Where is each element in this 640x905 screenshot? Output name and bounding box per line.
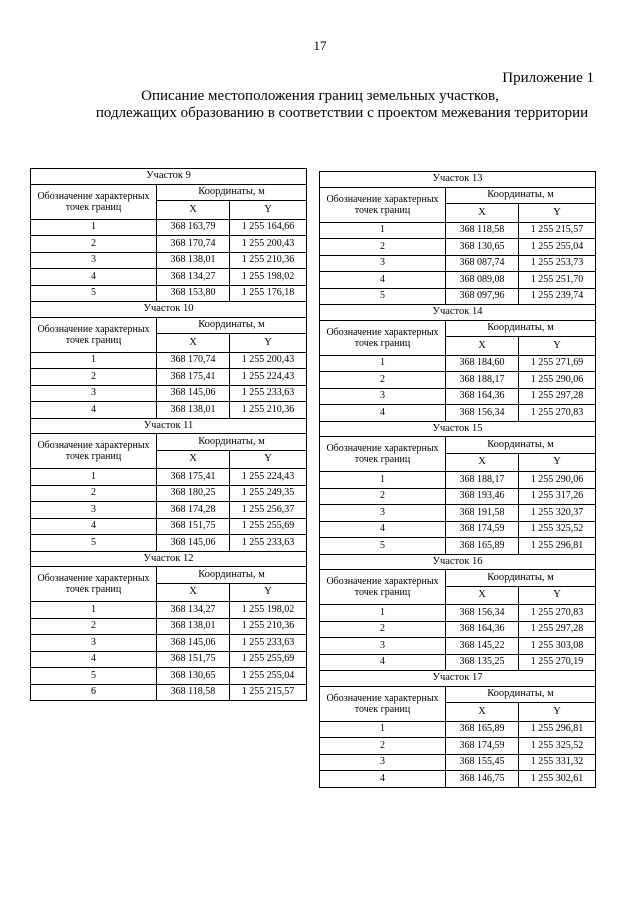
y-coordinate: 1 255 210,36 (230, 252, 307, 269)
point-number: 4 (31, 269, 157, 286)
point-number: 1 (31, 352, 157, 369)
y-header: Y (519, 586, 596, 605)
column-header-row (320, 187, 596, 204)
point-number: 4 (320, 272, 446, 289)
page-number: 17 (313, 38, 327, 53)
point-number: 6 (31, 684, 157, 701)
plots-table-left (30, 168, 307, 701)
point-number: 1 (31, 219, 157, 236)
coordinates-header: Координаты, м (446, 570, 596, 587)
x-coordinate: 368 156,34 (446, 605, 519, 622)
plot-title-row (320, 172, 596, 188)
y-coordinate: 1 255 251,70 (519, 272, 596, 289)
y-coordinate: 1 255 255,04 (230, 668, 307, 685)
point-number: 3 (320, 505, 446, 522)
table-row (320, 388, 596, 405)
point-number: 1 (320, 355, 446, 372)
x-coordinate: 368 174,59 (446, 738, 519, 755)
x-header: X (446, 337, 519, 356)
y-coordinate: 1 255 270,83 (519, 605, 596, 622)
x-coordinate: 368 174,28 (157, 502, 230, 519)
x-coordinate: 368 135,25 (446, 654, 519, 671)
point-number: 4 (320, 405, 446, 422)
table-row (320, 505, 596, 522)
x-coordinate: 368 175,41 (157, 469, 230, 486)
point-number: 1 (320, 721, 446, 738)
point-number: 4 (31, 651, 157, 668)
x-coordinate: 368 153,80 (157, 285, 230, 302)
x-coordinate: 368 151,75 (157, 651, 230, 668)
x-coordinate: 368 180,25 (157, 485, 230, 502)
coordinates-header: Координаты, м (157, 184, 307, 201)
x-coordinate: 368 130,65 (157, 668, 230, 685)
y-coordinate: 1 255 215,57 (230, 684, 307, 701)
point-designation-header: Обозначение характерных точек границ (320, 437, 446, 472)
table-row (320, 771, 596, 788)
point-number: 3 (31, 502, 157, 519)
point-number: 5 (320, 538, 446, 555)
coordinates-header: Координаты, м (446, 686, 596, 703)
document-title (0, 88, 640, 122)
table-row (31, 668, 307, 685)
table-row (320, 355, 596, 372)
table-row (320, 521, 596, 538)
coordinates-header: Координаты, м (157, 317, 307, 334)
x-coordinate: 368 134,27 (157, 269, 230, 286)
column-header-row (31, 317, 307, 334)
table-row (31, 219, 307, 236)
y-coordinate: 1 255 297,28 (519, 388, 596, 405)
x-coordinate: 368 145,06 (157, 535, 230, 552)
y-coordinate: 1 255 176,18 (230, 285, 307, 302)
plot-title: Участок 10 (31, 302, 307, 318)
point-number: 2 (31, 236, 157, 253)
y-coordinate: 1 255 233,63 (230, 535, 307, 552)
appendix-label: Приложение 1 (502, 70, 594, 86)
point-designation-header: Обозначение характерных точек границ (320, 570, 446, 605)
table-row (320, 738, 596, 755)
table-row (31, 502, 307, 519)
x-header: X (446, 586, 519, 605)
point-designation-header: Обозначение характерных точек границ (320, 320, 446, 355)
x-header: X (157, 450, 230, 469)
table-row (320, 638, 596, 655)
point-number: 5 (31, 668, 157, 685)
title-line-1: Описание местоположения границ земельных участков, (141, 88, 499, 104)
point-number: 3 (320, 754, 446, 771)
plot-title: Участок 15 (320, 421, 596, 437)
coordinates-header: Координаты, м (446, 320, 596, 337)
plot-title-row (31, 302, 307, 318)
point-number: 4 (31, 518, 157, 535)
y-coordinate: 1 255 164,66 (230, 219, 307, 236)
x-coordinate: 368 170,74 (157, 352, 230, 369)
table-row (31, 684, 307, 701)
x-coordinate: 368 118,58 (446, 222, 519, 239)
y-coordinate: 1 255 239,74 (519, 288, 596, 305)
table-row (31, 285, 307, 302)
table-row (31, 602, 307, 619)
table-row (31, 236, 307, 253)
column-header-row (31, 434, 307, 451)
y-coordinate: 1 255 210,36 (230, 618, 307, 635)
table-row (31, 618, 307, 635)
plot-title-row (320, 305, 596, 321)
title-line-2: подлежащих образованию в соответствии с проектом межевания территории (95, 105, 589, 121)
y-header: Y (230, 201, 307, 220)
x-coordinate: 368 145,06 (157, 635, 230, 652)
point-number: 5 (31, 285, 157, 302)
y-coordinate: 1 255 255,69 (230, 651, 307, 668)
y-header: Y (230, 334, 307, 353)
plot-title: Участок 9 (31, 169, 307, 185)
point-number: 3 (320, 388, 446, 405)
point-number: 2 (31, 369, 157, 386)
right-column (319, 171, 595, 788)
table-row (320, 621, 596, 638)
table-row (31, 269, 307, 286)
y-header: Y (519, 453, 596, 472)
column-header-row (320, 686, 596, 703)
x-coordinate: 368 165,89 (446, 721, 519, 738)
y-coordinate: 1 255 255,69 (230, 518, 307, 535)
point-number: 2 (320, 621, 446, 638)
x-coordinate: 368 138,01 (157, 252, 230, 269)
y-coordinate: 1 255 325,52 (519, 521, 596, 538)
coordinates-header: Координаты, м (446, 437, 596, 454)
x-header: X (157, 334, 230, 353)
y-coordinate: 1 255 331,32 (519, 754, 596, 771)
y-coordinate: 1 255 200,43 (230, 352, 307, 369)
y-header: Y (230, 450, 307, 469)
table-row (31, 535, 307, 552)
y-header: Y (519, 337, 596, 356)
y-coordinate: 1 255 198,02 (230, 602, 307, 619)
y-header: Y (519, 703, 596, 722)
point-number: 4 (31, 402, 157, 419)
table-row (31, 469, 307, 486)
plot-title: Участок 11 (31, 418, 307, 434)
table-row (320, 405, 596, 422)
table-row (31, 635, 307, 652)
y-coordinate: 1 255 320,37 (519, 505, 596, 522)
y-coordinate: 1 255 325,52 (519, 738, 596, 755)
x-coordinate: 368 174,59 (446, 521, 519, 538)
point-number: 1 (320, 605, 446, 622)
table-row (320, 754, 596, 771)
point-number: 2 (320, 488, 446, 505)
plot-title-row (31, 418, 307, 434)
point-number: 2 (31, 485, 157, 502)
x-coordinate: 368 145,06 (157, 385, 230, 402)
table-row (31, 402, 307, 419)
point-number: 3 (320, 638, 446, 655)
x-coordinate: 368 130,65 (446, 239, 519, 256)
table-row (31, 651, 307, 668)
column-header-row (320, 320, 596, 337)
x-header: X (157, 583, 230, 602)
table-row (31, 485, 307, 502)
y-coordinate: 1 255 270,83 (519, 405, 596, 422)
table-row (320, 654, 596, 671)
coordinates-header: Координаты, м (157, 567, 307, 584)
y-coordinate: 1 255 296,81 (519, 538, 596, 555)
x-header: X (446, 703, 519, 722)
x-header: X (446, 204, 519, 223)
table-row (320, 222, 596, 239)
point-number: 3 (31, 635, 157, 652)
point-designation-header: Обозначение характерных точек границ (31, 567, 157, 602)
x-coordinate: 368 156,34 (446, 405, 519, 422)
point-designation-header: Обозначение характерных точек границ (31, 317, 157, 352)
point-number: 2 (320, 738, 446, 755)
table-row (320, 605, 596, 622)
x-coordinate: 368 165,89 (446, 538, 519, 555)
table-row (320, 721, 596, 738)
y-coordinate: 1 255 210,36 (230, 402, 307, 419)
table-row (320, 255, 596, 272)
x-coordinate: 368 175,41 (157, 369, 230, 386)
point-number: 2 (31, 618, 157, 635)
table-row (320, 372, 596, 389)
column-header-row (31, 567, 307, 584)
y-coordinate: 1 255 302,61 (519, 771, 596, 788)
point-designation-header: Обозначение характерных точек границ (320, 187, 446, 222)
left-column (30, 168, 306, 701)
x-coordinate: 368 087,74 (446, 255, 519, 272)
point-number: 1 (31, 602, 157, 619)
point-designation-header: Обозначение характерных точек границ (31, 434, 157, 469)
table-row (31, 518, 307, 535)
y-coordinate: 1 255 290,06 (519, 372, 596, 389)
plots-table-right (319, 171, 596, 788)
table-row (31, 385, 307, 402)
x-coordinate: 368 145,22 (446, 638, 519, 655)
x-coordinate: 368 164,36 (446, 388, 519, 405)
x-coordinate: 368 151,75 (157, 518, 230, 535)
plot-title: Участок 13 (320, 172, 596, 188)
plot-title: Участок 17 (320, 671, 596, 687)
x-coordinate: 368 138,01 (157, 618, 230, 635)
y-coordinate: 1 255 297,28 (519, 621, 596, 638)
x-coordinate: 368 184,60 (446, 355, 519, 372)
point-number: 1 (31, 469, 157, 486)
y-coordinate: 1 255 200,43 (230, 236, 307, 253)
coordinates-header: Координаты, м (446, 187, 596, 204)
y-coordinate: 1 255 253,73 (519, 255, 596, 272)
x-coordinate: 368 134,27 (157, 602, 230, 619)
y-coordinate: 1 255 270,19 (519, 654, 596, 671)
table-row (320, 488, 596, 505)
column-header-row (320, 570, 596, 587)
point-number: 1 (320, 222, 446, 239)
x-coordinate: 368 097,96 (446, 288, 519, 305)
table-row (31, 352, 307, 369)
plot-title-row (31, 169, 307, 185)
x-coordinate: 368 188,17 (446, 472, 519, 489)
point-number: 2 (320, 239, 446, 256)
y-coordinate: 1 255 233,63 (230, 385, 307, 402)
y-coordinate: 1 255 215,57 (519, 222, 596, 239)
y-coordinate: 1 255 271,69 (519, 355, 596, 372)
point-number: 5 (31, 535, 157, 552)
x-coordinate: 368 089,08 (446, 272, 519, 289)
plot-title-row (31, 551, 307, 567)
point-designation-header: Обозначение характерных точек границ (31, 184, 157, 219)
table-row (31, 369, 307, 386)
y-coordinate: 1 255 290,06 (519, 472, 596, 489)
point-number: 3 (31, 385, 157, 402)
x-coordinate: 368 155,45 (446, 754, 519, 771)
point-number: 1 (320, 472, 446, 489)
y-coordinate: 1 255 317,26 (519, 488, 596, 505)
point-number: 3 (31, 252, 157, 269)
x-coordinate: 368 138,01 (157, 402, 230, 419)
column-header-row (31, 184, 307, 201)
table-row (320, 538, 596, 555)
y-header: Y (519, 204, 596, 223)
column-header-row (320, 437, 596, 454)
y-coordinate: 1 255 224,43 (230, 369, 307, 386)
x-coordinate: 368 163,79 (157, 219, 230, 236)
x-coordinate: 368 170,74 (157, 236, 230, 253)
x-header: X (446, 453, 519, 472)
point-number: 4 (320, 521, 446, 538)
plot-title: Участок 12 (31, 551, 307, 567)
point-number: 5 (320, 288, 446, 305)
y-coordinate: 1 255 296,81 (519, 721, 596, 738)
point-number: 2 (320, 372, 446, 389)
table-row (320, 288, 596, 305)
table-row (31, 252, 307, 269)
x-coordinate: 368 118,58 (157, 684, 230, 701)
x-coordinate: 368 193,46 (446, 488, 519, 505)
x-coordinate: 368 164,36 (446, 621, 519, 638)
table-row (320, 239, 596, 256)
y-coordinate: 1 255 198,02 (230, 269, 307, 286)
y-coordinate: 1 255 255,04 (519, 239, 596, 256)
y-header: Y (230, 583, 307, 602)
y-coordinate: 1 255 303,08 (519, 638, 596, 655)
table-row (320, 472, 596, 489)
plot-title-row (320, 671, 596, 687)
x-coordinate: 368 146,75 (446, 771, 519, 788)
x-header: X (157, 201, 230, 220)
x-coordinate: 368 191,58 (446, 505, 519, 522)
plot-title: Участок 16 (320, 554, 596, 570)
plot-title: Участок 14 (320, 305, 596, 321)
point-number: 4 (320, 771, 446, 788)
coordinates-header: Координаты, м (157, 434, 307, 451)
point-designation-header: Обозначение характерных точек границ (320, 686, 446, 721)
plot-title-row (320, 421, 596, 437)
point-number: 3 (320, 255, 446, 272)
y-coordinate: 1 255 256,37 (230, 502, 307, 519)
plot-title-row (320, 554, 596, 570)
y-coordinate: 1 255 224,43 (230, 469, 307, 486)
point-number: 4 (320, 654, 446, 671)
y-coordinate: 1 255 249,35 (230, 485, 307, 502)
x-coordinate: 368 188,17 (446, 372, 519, 389)
y-coordinate: 1 255 233,63 (230, 635, 307, 652)
table-row (320, 272, 596, 289)
